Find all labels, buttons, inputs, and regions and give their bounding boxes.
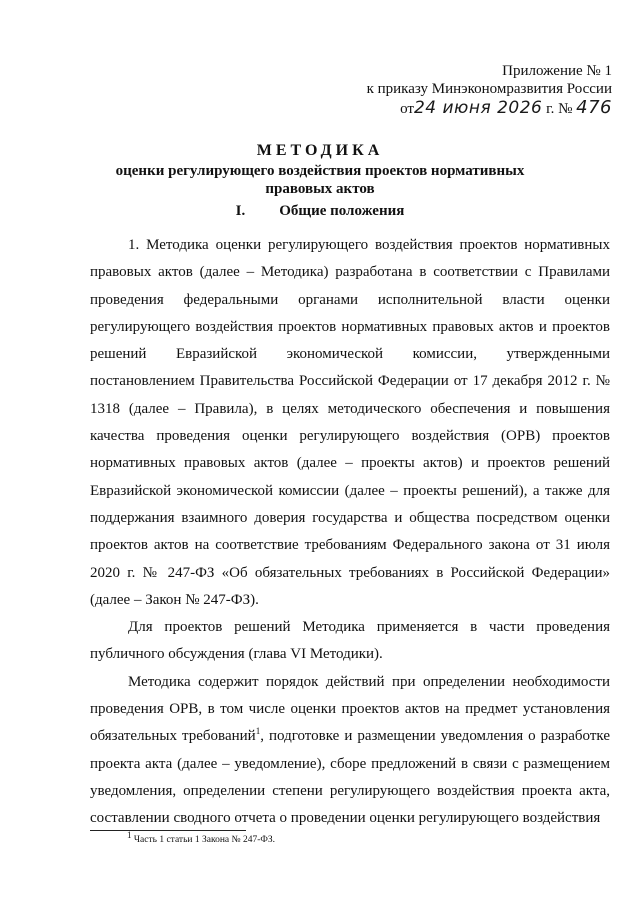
- paragraph-3-start: Методика содержит порядок действий при определении необходимости проведения ОРВ, в том числе оценки проектов актов на предмет установления обязательных требований: [90, 673, 610, 745]
- section-numeral: I.: [235, 203, 246, 219]
- footnote-divider: [90, 830, 246, 831]
- paragraph-2: Для проектов решений Методика применяется в части проведения публичного обсуждения (глава VI Методики).: [90, 619, 610, 663]
- footnote-marker: 1: [127, 830, 132, 840]
- body-text: [90, 232, 610, 833]
- date-prefix: от: [400, 101, 414, 117]
- section-heading: [0, 203, 640, 220]
- section-title: Общие положения: [279, 203, 405, 219]
- footnote: [127, 830, 276, 846]
- appendix-header: [367, 62, 612, 118]
- appendix-date-line: [367, 99, 612, 118]
- paragraph-1: 1. Методика оценки регулирующего воздействия проектов нормативных правовых актов (далее – Методика) разработана в соответствии с Правилами проведения федеральными органами исполнительной власти оценки регулирующего воздействия проектов нормативных правовых актов и проектов решений Евразийской экономической комиссии, утвержденными постановлением Правительства Российской Федерации от 17 декабря 2012 г. № 1318 (далее – Правила), в целях методического обеспечения и повышения качества проведения оценки регулирующего воздействия (ОРВ) проектов нормативных правовых актов (далее – проекты актов) и проектов решений Евразийской экономической комиссии (далее – проекты решений), а также для поддержания взаимного доверия государства и общества посредством оценки проектов актов на соответствие требованиям Федерального закона от 31 июля 2020 г. № 247-ФЗ «Об обязательных требованиях в Российской Федерации» (далее – Закон № 247-ФЗ).: [90, 237, 610, 608]
- appendix-order-ref: к приказу Минэкономразвития России: [366, 81, 612, 97]
- handwritten-date: 24 июня 2026: [413, 98, 543, 118]
- paragraph-3: [90, 669, 610, 833]
- year-number-label: г. №: [546, 101, 573, 117]
- document-subtitle: оценки регулирующего воздействия проектов нормативных правовых актов: [115, 163, 525, 197]
- footnote-ref: 1: [255, 726, 261, 737]
- paragraph-3-end: , подготовке и размещении уведомления о разработке проекта акта (далее – уведомление), сборе предложений в связи с размещением уведомления, определении степени регулирующего воздействия проекта акта, составлении сводного отчета о проведении оценки регулирующего воздействия: [90, 728, 610, 827]
- footnote-text: Часть 1 статьи 1 Закона № 247-ФЗ.: [133, 835, 276, 846]
- appendix-number: Приложение № 1: [502, 63, 612, 79]
- document-title: МЕТОДИКА: [256, 142, 384, 159]
- handwritten-number: 476: [576, 97, 612, 118]
